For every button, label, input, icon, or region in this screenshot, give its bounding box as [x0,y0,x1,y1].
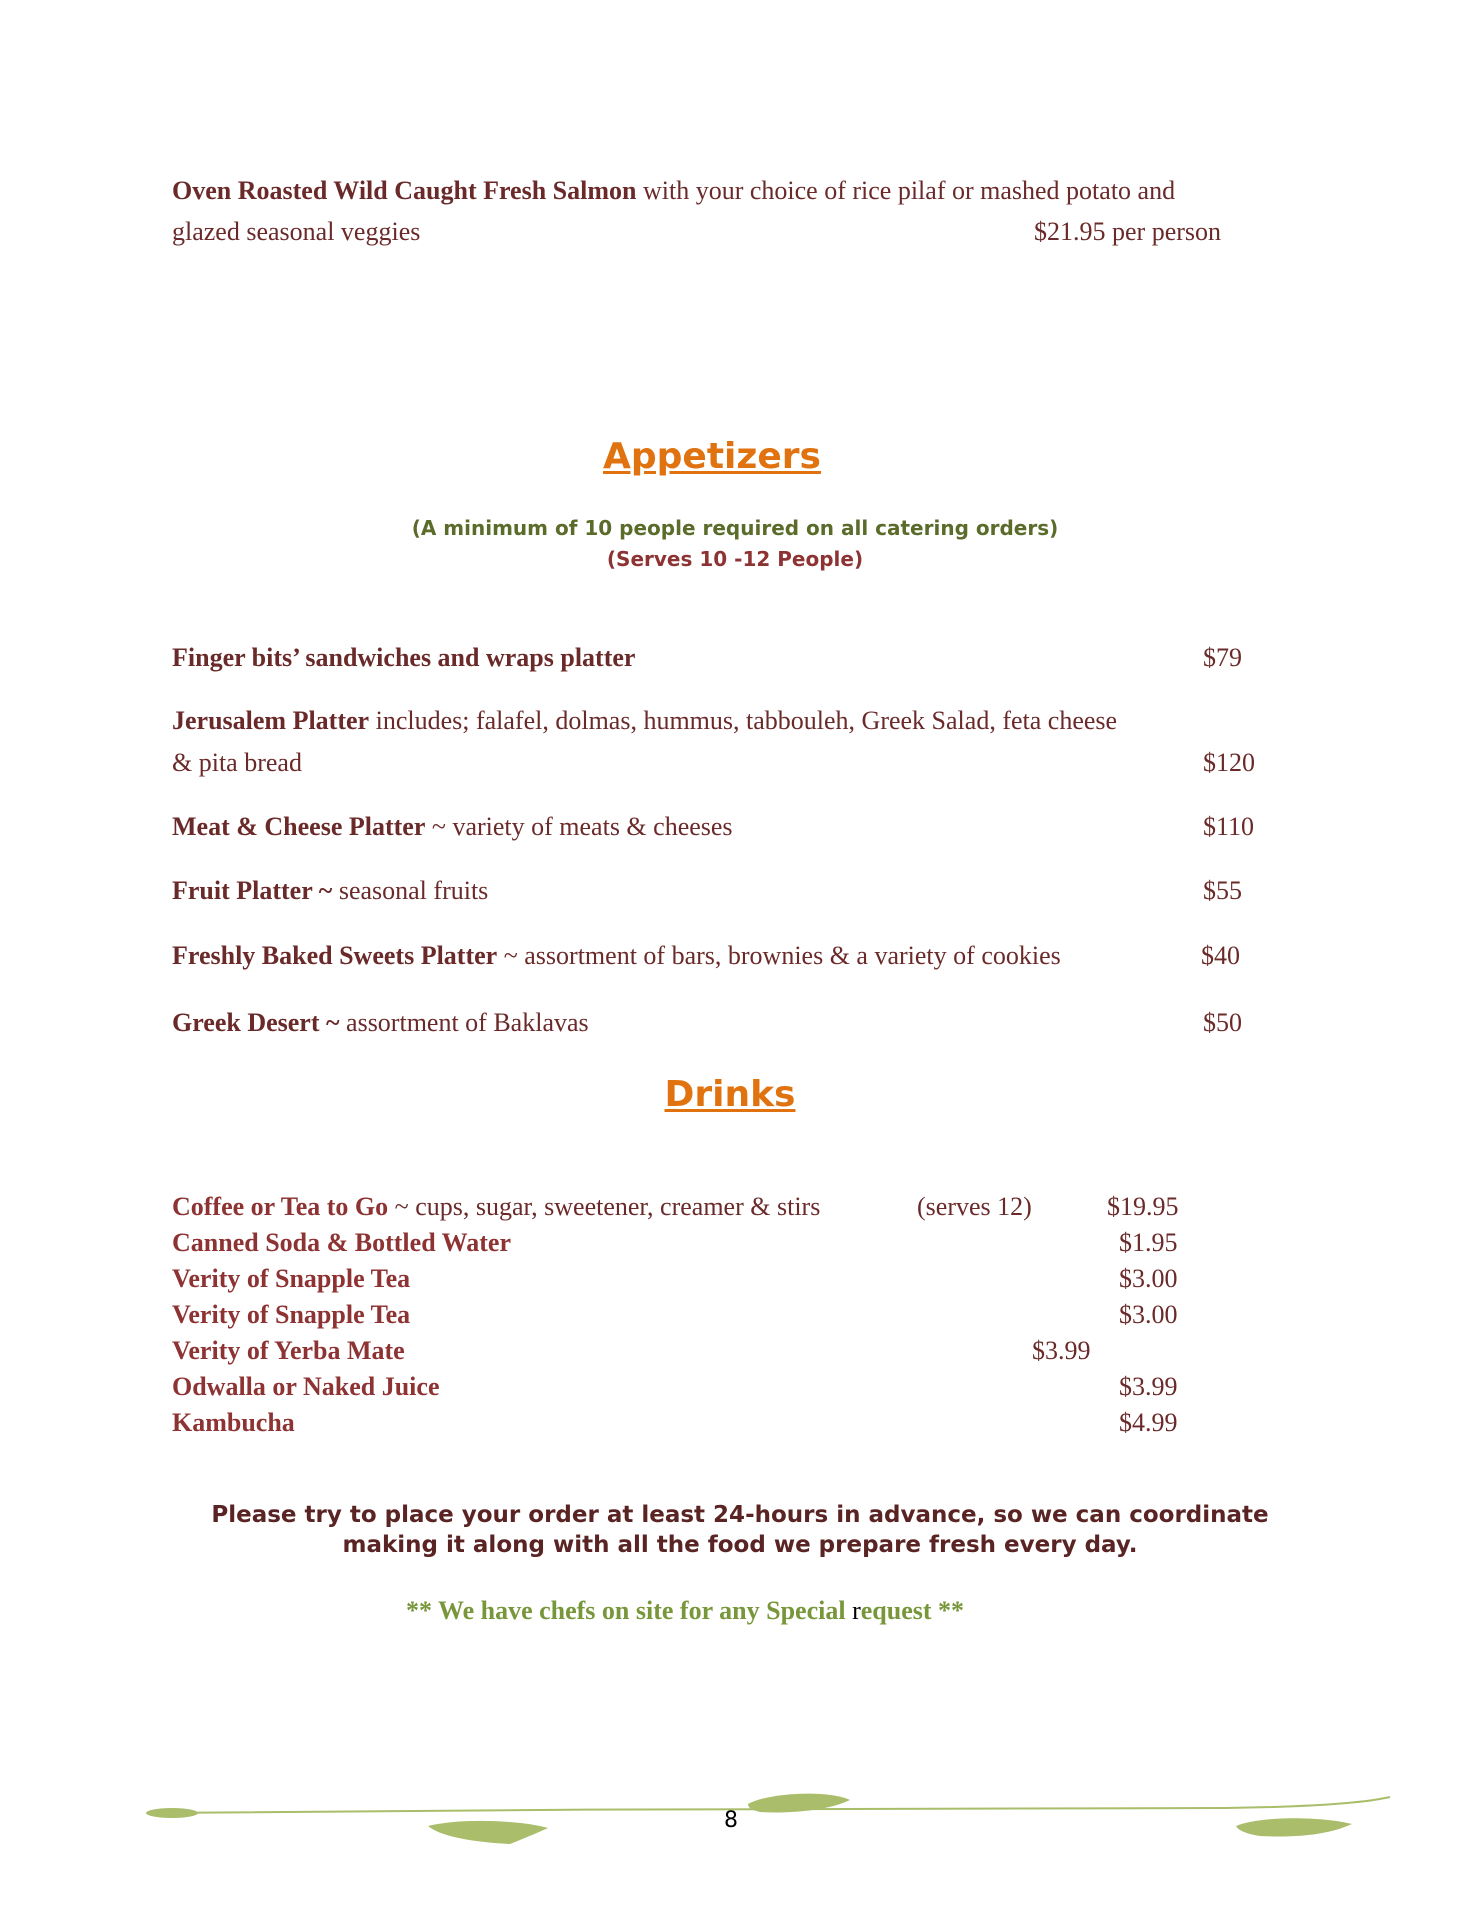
vine-decoration [0,1770,1484,1890]
appetizer-price: $79 [1203,643,1242,672]
page-number: 8 [724,1808,738,1833]
leaf-shape [1236,1818,1352,1836]
appetizer-item [172,941,1061,971]
appetizer-item [172,643,635,673]
drink-price: $19.95 [1107,1192,1179,1221]
salmon-price: $21.95 per person [1034,217,1222,246]
salmon-entry [172,176,1175,206]
leaf-shape [146,1808,198,1818]
appetizer-name: Freshly Baked Sweets Platter [172,941,498,970]
appetizer-desc: assortment of Baklavas [339,1008,589,1037]
salmon-desc: with your choice of rice pilaf or mashed potato and [636,176,1176,205]
appetizer-price: $55 [1203,876,1242,905]
drink-price: $3.99 [1119,1372,1178,1401]
special-request-text: equ [860,1596,902,1625]
appetizer-price: $120 [1203,748,1255,777]
appetizer-item [172,812,733,842]
special-request-text: est ** [901,1596,965,1625]
drink-price: $3.99 [1032,1336,1091,1365]
drink-price: $3.00 [1119,1264,1178,1293]
drink-price: $3.00 [1119,1300,1178,1329]
appetizer-name: Fruit Platter ~ [172,876,333,905]
appetizer-desc: seasonal fruits [332,876,489,905]
appetizer-name: Jerusalem Platter [172,706,370,735]
appetizers-serves-note: (Serves 10 -12 People) [606,547,864,571]
appetizer-desc: ~ assortment of bars, brownies & a variety of cookies [497,941,1061,970]
appetizer-desc: ~ variety of meats & cheeses [425,812,733,841]
drink-name: Odwalla or Naked Juice [172,1372,440,1401]
drink-name: Verity of Snapple Tea [172,1264,411,1293]
appetizer-item [172,706,1117,736]
drink-price: $1.95 [1119,1228,1178,1257]
drink-price: $4.99 [1119,1408,1178,1437]
appetizer-price: $40 [1201,941,1240,970]
leaf-shape [428,1821,548,1844]
salmon-name: Oven Roasted Wild Caught Fresh Salmon [172,176,637,205]
drink-desc: ~ cups, sugar, sweetener, creamer & stirs [388,1192,821,1221]
appetizer-price: $50 [1203,1008,1242,1037]
drink-item [172,1192,820,1222]
appetizers-minimum-note: (A minimum of 10 people required on all catering orders) [411,516,1059,540]
drink-name: Kambucha [172,1408,295,1437]
drink-serves: (serves 12) [917,1192,1032,1221]
appetizer-desc: includes; falafel, dolmas, hummus, tabbouleh, Greek Salad, feta cheese [369,706,1118,735]
salmon-desc-line2: glazed seasonal veggies [172,217,421,246]
appetizer-item [172,1008,589,1038]
advance-order-notice: Please try to place your order at least 24-hours in advance, so we can coordinate making it along with all the food we prepare fresh every day. [211,1502,1269,1558]
appetizer-name: Greek Desert ~ [172,1008,340,1037]
drink-name: Canned Soda & Bottled Water [172,1228,511,1257]
appetizer-desc-line2: & pita bread [172,748,302,777]
special-request-note [0,1596,1370,1626]
drink-name: Coffee or Tea to Go [172,1192,389,1221]
appetizer-item [172,876,488,906]
appetizer-name: Meat & Cheese Platter [172,812,426,841]
special-request-text: ** We have chefs on site for any Special [405,1596,853,1625]
drinks-title: Drinks [664,1074,796,1115]
appetizers-title: Appetizers [603,436,821,477]
special-request-text: r [852,1596,861,1625]
drink-name: Verity of Snapple Tea [172,1300,411,1329]
drink-name: Verity of Yerba Mate [172,1336,405,1365]
appetizer-price: $110 [1203,812,1255,841]
appetizer-name: Finger bits’ sandwiches and wraps platter [172,643,636,672]
